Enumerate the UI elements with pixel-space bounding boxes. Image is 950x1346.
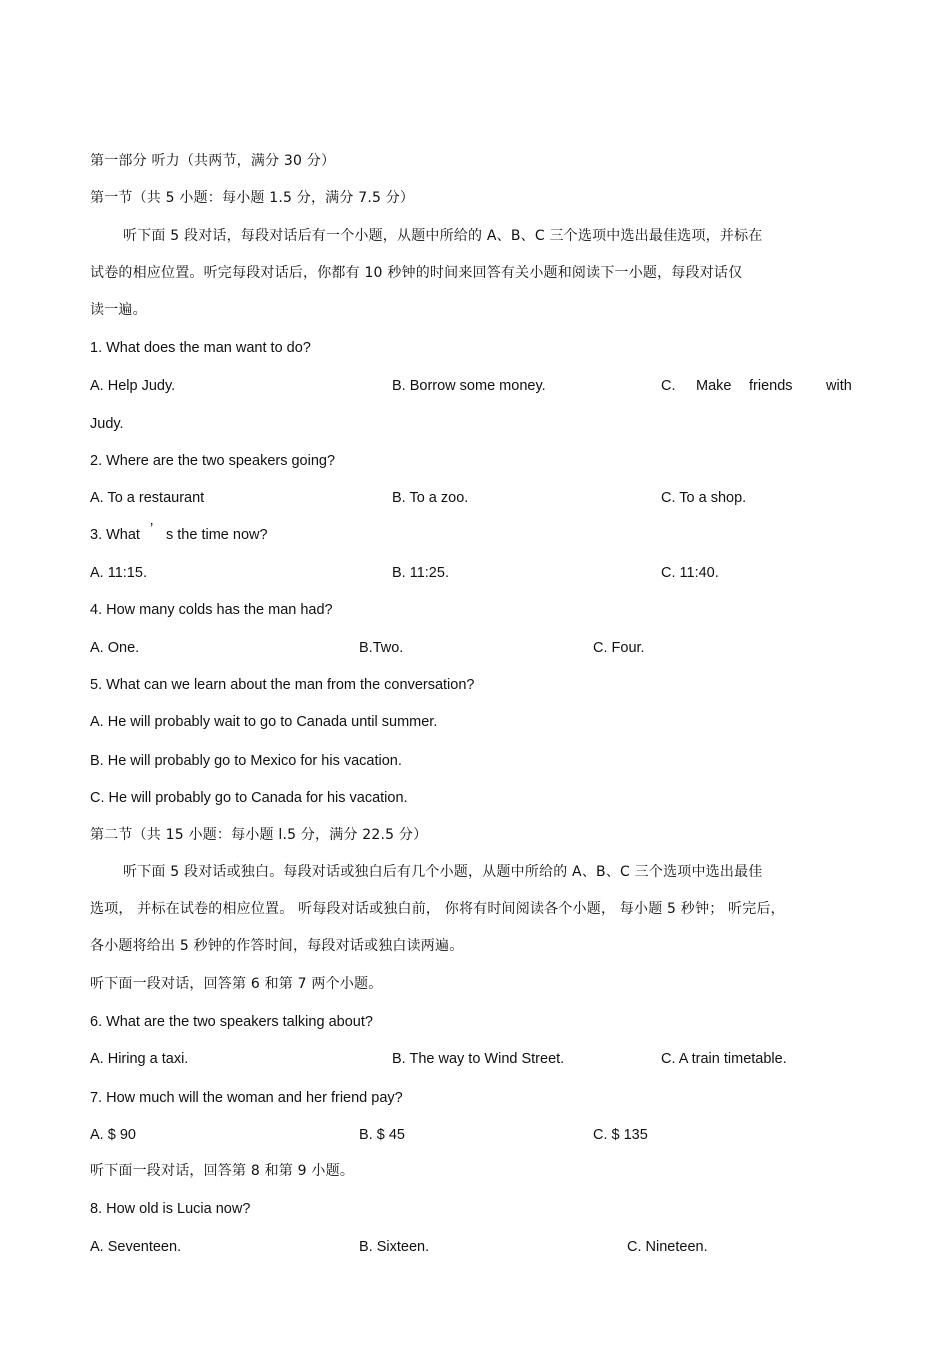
q7-option-a: A. $ 90 bbox=[90, 1127, 136, 1143]
section2-instruction-line3: 各小题将给出 5 秒钟的作答时间，每段对话或独白读两遍。 bbox=[90, 938, 464, 954]
q5-option-c: C. He will probably go to Canada for his vacation. bbox=[90, 790, 408, 806]
q8-stem: 8. How old is Lucia now? bbox=[90, 1201, 251, 1217]
section1-instruction-line1: 听下面 5 段对话，每段对话后有一个小题，从题中所给的 A、B、C 三个选项中选出最佳选项，并标在 bbox=[123, 228, 763, 244]
q6-option-c: C. A train timetable. bbox=[661, 1051, 787, 1067]
q3-stem-part2: s the time now? bbox=[166, 527, 268, 543]
directions-q6-q7: 听下面一段对话，回答第 6 和第 7 两个小题。 bbox=[90, 976, 383, 992]
q2-option-b: B. To a zoo. bbox=[392, 490, 469, 506]
q1-option-c-label: C. bbox=[661, 378, 676, 394]
q7-option-b: B. $ 45 bbox=[359, 1127, 405, 1143]
q1-option-c-wrap: Judy. bbox=[90, 416, 124, 432]
section2-title: 第二节（共 15 小题：每小题 l.5 分，满分 22.5 分） bbox=[90, 827, 428, 843]
q6-option-a: A. Hiring a taxi. bbox=[90, 1051, 189, 1067]
q4-stem: 4. How many colds has the man had? bbox=[90, 602, 333, 618]
q1-option-c-word3: with bbox=[826, 378, 852, 394]
q1-option-c-word1: Make bbox=[696, 378, 732, 394]
section1-instruction-line2: 试卷的相应位置。听完每段对话后，你都有 10 秒钟的时间来回答有关小题和阅读下一小题，每段对话仅 bbox=[90, 265, 743, 281]
q8-option-c: C. Nineteen. bbox=[627, 1239, 708, 1255]
q3-stem-part1: 3. What bbox=[90, 527, 140, 543]
section2-instruction-line2: 选项， 并标在试卷的相应位置。 听每段对话或独白前， 你将有时间阅读各个小题， 每小题 5 秒钟； 听完后， bbox=[90, 901, 785, 917]
q2-stem: 2. Where are the two speakers going? bbox=[90, 453, 336, 469]
part-title: 第一部分 听力（共两节，满分 30 分） bbox=[90, 153, 336, 169]
q3-option-a: A. 11:15. bbox=[90, 565, 147, 581]
q3-option-b: B. 11:25. bbox=[392, 565, 449, 581]
q5-option-b: B. He will probably go to Mexico for his vacation. bbox=[90, 753, 402, 769]
q8-option-b: B. Sixteen. bbox=[359, 1239, 430, 1255]
q5-option-a: A. He will probably wait to go to Canada until summer. bbox=[90, 714, 438, 730]
q4-option-a: A. One. bbox=[90, 640, 140, 656]
q8-option-a: A. Seventeen. bbox=[90, 1239, 182, 1255]
q7-stem: 7. How much will the woman and her friend pay? bbox=[90, 1090, 403, 1106]
directions-q8-q9: 听下面一段对话，回答第 8 和第 9 小题。 bbox=[90, 1163, 355, 1179]
q7-option-c: C. $ 135 bbox=[593, 1127, 648, 1143]
q3-stem-apostrophe: ’ bbox=[150, 521, 154, 537]
q1-option-c-word2: friends bbox=[749, 378, 793, 394]
q1-option-b: B. Borrow some money. bbox=[392, 378, 546, 394]
q6-option-b: B. The way to Wind Street. bbox=[392, 1051, 565, 1067]
section1-title: 第一节（共 5 小题：每小题 1.5 分，满分 7.5 分） bbox=[90, 190, 415, 206]
section2-instruction-line1: 听下面 5 段对话或独白。每段对话或独白后有几个小题，从题中所给的 A、B、C 三个选项中选出最佳 bbox=[123, 864, 763, 880]
section1-instruction-line3: 读一遍。 bbox=[90, 302, 147, 318]
q1-option-a: A. Help Judy. bbox=[90, 378, 176, 394]
q3-option-c: C. 11:40. bbox=[661, 565, 719, 581]
q2-option-a: A. To a restaurant bbox=[90, 490, 205, 506]
q4-option-b: B.Two. bbox=[359, 640, 404, 656]
q5-stem: 5. What can we learn about the man from the conversation? bbox=[90, 677, 475, 693]
q1-stem: 1. What does the man want to do? bbox=[90, 340, 311, 356]
q2-option-c: C. To a shop. bbox=[661, 490, 747, 506]
q6-stem: 6. What are the two speakers talking about? bbox=[90, 1014, 373, 1030]
q4-option-c: C. Four. bbox=[593, 640, 645, 656]
